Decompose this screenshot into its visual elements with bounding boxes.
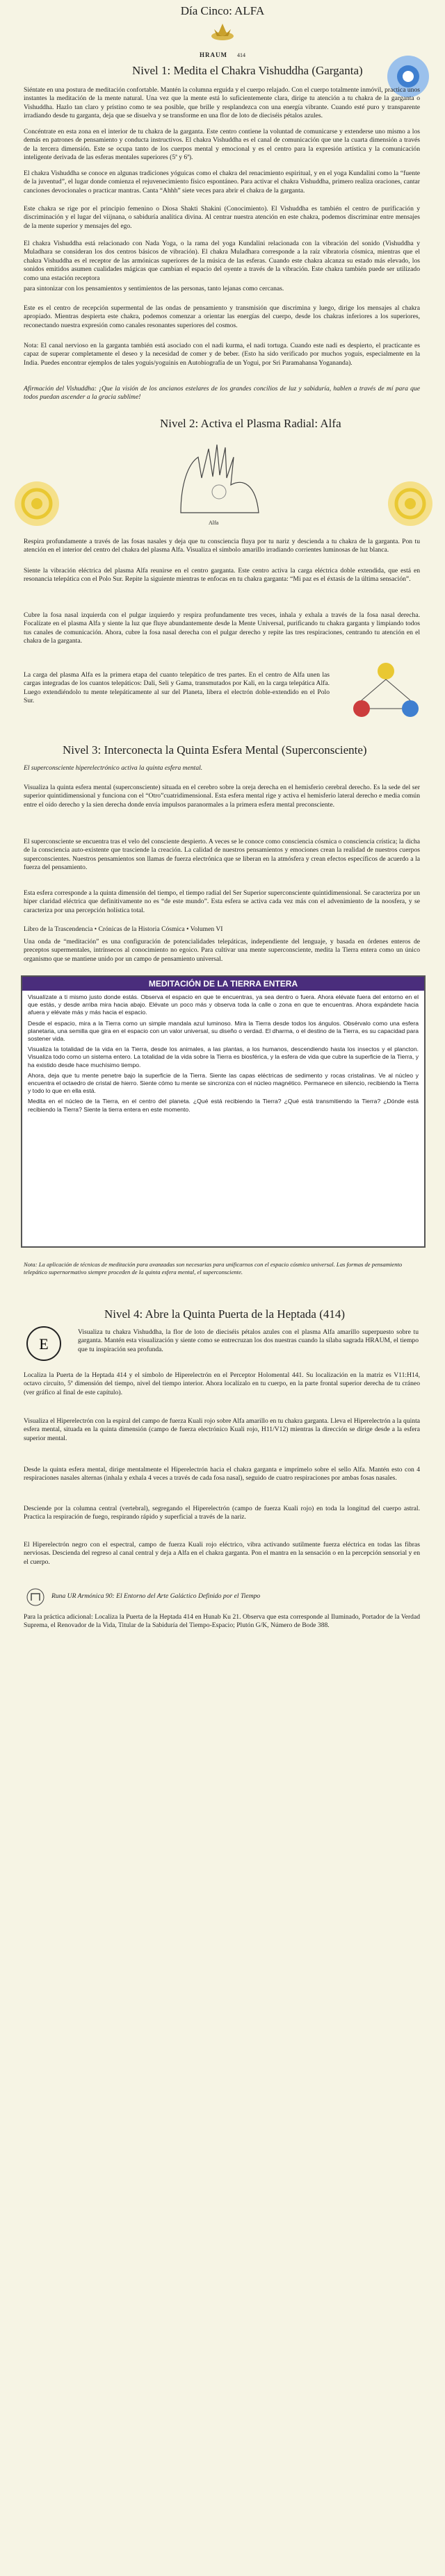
logo-number: 414 — [237, 52, 245, 58]
level3-paragraph-3: Esta esfera corresponde a la quinta dimensión del tiempo, el tiempo radial del Ser Superior superconsciente quintidimensional. Se caracteriza por un hiper claridad eléctrica que definitivamente no es “de este mundo”. Esta esfera se activa cada vez más con el advenimiento de la noosfera, y se caracteriza por una percepción holística total. — [24, 889, 420, 914]
telepathic-quantum-diagram — [348, 661, 424, 721]
level2-paragraph-2: Siente la vibración eléctrica del plasma Alfa reunirse en el centro garganta. Este centro activa la carga eléctrica doble extendida, que está en resonancia telepática con el Polo Sur. Repite la siguiente mientras te enfocas en tu chakra garganta: “Mi paz es el éxtasis de la última sensación”. — [24, 567, 420, 584]
box-paragraph-5: Medita en el núcleo de la Tierra, en el centro del planeta. ¿Qué está recibiendo la Tierra? ¿Qué está transmitiendo la Tierra? ¿Dónde está recibiendo la Tierra? Siente la tierra entera en este momento. — [28, 1098, 419, 1113]
earth-meditation-box — [21, 975, 426, 1248]
level2-heading: Nivel 2: Activa el Plasma Radial: Alfa — [160, 417, 341, 430]
level3-paragraph-2: El superconsciente se encuentra tras el velo del consciente despierto. A veces se le conoce como consciencia cósmica o consciencia crística; la dicha de la consciencia auto-existente que trasciende la creación. La calidad de nuestros pensamientos y emociones crean la realidad de nuestros cuerpos superconscientes. Nuestros pensamientos son llamas de fuerza electrónica que se liberan en la atmósfera y crean efectos específicos de acuerdo a la fuerza del pensamiento. — [24, 838, 420, 872]
level1-paragraph-8: Nota: El canal nervioso en la garganta también está asociado con el nadi kurma, el nadi tortuga. Cuando este nadi es despierto, el practicante es capaz de superar completamente el deseo y la necesidad de comer y de beber. (Esto ha sido verificado por muchos yoguis, especialmente en la India. Puedes encontrar ejemplos de tales yoguis/yoguinis en Autobiografía de un Yogui, por Sri Paramahansa Yogananda). — [24, 342, 420, 367]
level2-paragraph-3: Cubre la fosa nasal izquierda con el pulgar izquierdo y respira profundamente tres veces, inhala y exhala a través de la fosa nasal derecha. Focalízate en el plasma Alfa y siente la luz que fluye abundantemente desde la Mente Universal, purificando tu chakra garganta y limpiando todos tus canales de comunicación. Ahora, cubre la fosa nasal derecha con el pulgar derecho y repite las tres respiraciones, centrando tu atención en el chakra de la garganta. — [24, 611, 420, 645]
box-paragraph-1: Visualízate a ti mismo justo donde estás. Observa el espacio en que te encuentras, ya sea dentro o fuera. Ahora elévate fuera del entorno en el que estás, y desde arriba mira hacia abajo. Elévate un poco más y observa toda la calle o zona en que te encuentras. Ahora expándete hacia afuera y elévate más y más hacia el espacio. — [28, 993, 419, 1016]
earth-meditation-header: MEDITACIÓN DE LA TIERRA ENTERA — [22, 977, 424, 991]
level3-sources: Libro de la Trascendencia • Crónicas de la Historia Cósmica • Volumen VI — [24, 925, 223, 933]
level4-heading: Nivel 4: Abre la Quinta Puerta de la Heptada (414) — [104, 1307, 346, 1321]
hraum-lotus-icon — [209, 21, 236, 44]
level1-paragraph-1: Siéntate en una postura de meditación confortable. Mantén la columna erguida y el cuerpo relajado. Con el cuerpo totalmente inmóvil, practica unos instantes la meditación de la mente natural. Una vez que la mente está lo suficientemente clara, dirige tu atención a tu chakra de la garganta o Vishuddha. Hazlo tan claro y prístino como te sea posible, que brille y resplandezca con una energía vibrante. Cuando esté puro y transparente irradiando desde tu garganta, deja que se disuelva y se transforme en una flor de loto de dieciséis pétalos azules. — [24, 86, 420, 120]
alfa-plasma-icon-right — [386, 479, 435, 528]
level1-paragraph-2: Concéntrate en esta zona en el interior de tu chakra de la garganta. Este centro contiene la voluntad de comunicarse y extenderse uno mismo a los demás en patrones de pensamiento y conducta instructivos. El chakra Vishuddha es el canal de comunicación que une la cuarta dimensión a través de la tercera dimensión. Este se ocupa tanto de los cuerpos mental y emocional y es el centro para la expresión artística y la comunicación inteligente derivada de las esferas mentales superiores (5ª y 6ª). — [24, 128, 420, 162]
box-paragraph-2: Desde el espacio, mira a la Tierra como un simple mandala azul luminoso. Mira la Tierra desde todos los ángulos. Obsérvalo como una esfera planetaria, una semilla que gira en el espacio con un valor universal, su diseño o verdad. El dharma, o el destino de la Tierra, es su capacidad para sostener vida. — [28, 1019, 419, 1043]
rune-caption: Runa UR Armónica 90: El Entorno del Arte Galáctico Definido por el Tiempo — [51, 1592, 261, 1600]
level2-paragraph-1: Respira profundamente a través de las fosas nasales y deja que tu consciencia fluya por tu nariz y descienda a tu chakra de la garganta. Pon tu atención en el interior del centro del chakra del plasma Alfa. Visualiza el símbolo amarillo irradiando corrientes luminosas de luz blanca. — [24, 538, 420, 554]
hands-caption: Alfa — [209, 520, 219, 526]
rune-ur-icon — [25, 1587, 46, 1608]
level4-paragraph-4: Desde la quinta esfera mental, dirige mentalmente el Hiperelectrón hacia el chakra garganta e imprímelo sobre el sello Alfa. Mantén esto con 4 respiraciones nasales alternas (inhala y exhala 4 veces a través de cada fosa nasal), seguido de cuatro respiraciones por ambas fosas nasales. — [24, 1466, 420, 1483]
level4-paragraph-5: Desciende por la columna central (vertebral), segregando el Hiperelectrón (campo de fuerza Kuali rojo) en toda la longitud del cuerpo astral. Practica la respiración de fuego, respirando rápido y superficial a través de la nariz. — [24, 1505, 420, 1521]
page-title: Día Cinco: ALFA — [180, 4, 265, 17]
box-paragraph-4: Ahora, deja que tu mente penetre bajo la superficie de la Tierra. Siente las capas eléctricas de sedimento y rocas cristalinas. Ve al núcleo y encuentra el octaedro de cristal de hierro. Siente cómo tu mente se sincroniza con el núcleo magnético. Permanece en silencio, recibiendo la Tierra y todo lo que en ella está. — [28, 1071, 419, 1095]
alfa-plasma-icon — [13, 479, 61, 528]
level1-paragraph-4: Este chakra se rige por el principio femenino o Diosa Shakti Shakini (Conocimiento). El Vishuddha es también el centro de purificación y discriminación y el lugar del viijnana, o sabiduría analítica divina. Al centrar nuestra atención en este chakra, podemos discriminar entre mensajes de la mente superior y mensajes del ego. — [24, 205, 420, 230]
level1-paragraph-3: El chakra Vishuddha se conoce en algunas tradiciones yóguicas como el chakra del renacimiento espiritual, y en el yoga Kundalini como la “fuente de la juventud”, el lugar donde comienza el rejuvenecimiento físico espontáneo. Para activar el chakra Vishuddha, primero realiza oraciones, cantar canciones devocionales o practicar mantras. Canta “Ahhh” siete veces para abrir el chakra de la garganta. — [24, 170, 420, 195]
box-note: Nota: La aplicación de técnicas de meditación para avanzadas son necesarias para unificarnos con el espacio cósmico universal. Las formas de pensamiento telepático supernormativo siempre proceden de la quinta esfera mental, el superconsciente. — [24, 1260, 403, 1275]
level2-paragraph-4: La carga del plasma Alfa es la primera etapa del cuanto telepático de tres partes. En el centro de Alfa unen las cargas integradas de los cuantos telepáticos: Dali, Seli y Gama, transmutados por Kali, en la carga telepática Alfa. Luego extendiéndolo tu mente telepáticamente al sur del Planeta, libera el electrón doble-extendido en el Polo Sur. — [24, 671, 330, 705]
logo-text: HRAUM — [200, 51, 227, 58]
level4-paragraph-1: Visualiza tu chakra Vishuddha, la flor de loto de dieciséis pétalos azules con el plasma Alfa amarillo superpuesto sobre tu garganta. Mantén esta visualización y siente como se entrecruzan los dos nuestras cuando la sílaba sagrada HRAUM, el tiempo que tu inspiración sea profunda. — [78, 1328, 419, 1353]
box-paragraph-3: Visualiza la totalidad de la vida en la Tierra, desde los animales, a las plantas, a los humanos, descendiendo hasta los insectos y el plancton. Visualiza todo como un sistema entero. La totalidad de la vida sobre la Tierra es biosférica, y la esfera de vida que cubre la superficie de la Tierra, y ha existido desde hace muchísimo tiempo. — [28, 1046, 419, 1068]
level4-paragraph-7: Para la práctica adicional: Localiza la Puerta de la Heptada 414 en Hunab Ku 21. Observa que esta corresponde al Iluminado, Portador de la Verdad Suprema, el Renovador de la Vida, Titular de la Sabiduría del Tiempo-Espacio; Plutón G/K, Número de Bode 388. — [24, 1613, 420, 1630]
level3-intro: El superconsciente hiperelectrónico activa la quinta esfera mental. — [24, 764, 203, 772]
hraum-logo — [0, 21, 445, 60]
level1-paragraph-5: El chakra Vishuddha está relacionado con Nada Yoga, o la rama del yoga Kundalini relacionada con la vibración del sonido (Vishuddha y Muladhara se consideran los dos centros básicos de vibración). El chakra Muladhara corresponde a la raíz vibratoria cósmica, mientras que el chakra Vishuddha es el receptor de las armónicas superiores de la música de las esferas. Cuando este chakra alcanza su estado más elevado, los sonidos emitidos asumen cualidades mágicas que cambian el espacio del oyente a través de la vibración. Este chakra también puede ser utilizado como una estación receptora — [24, 240, 420, 282]
hyperelectron-icon — [25, 1323, 63, 1364]
level4-paragraph-3: Visualiza el Hiperelectrón con la espiral del campo de fuerza Kuali rojo sobre Alfa amarillo en tu chakra garganta. Lleva el Hiperelectrón a la quinta esfera mental, situada en la quinta dimensión (campo de fuerza electrónico Kuali rojo, H11/V12) mientras la dirección se dirige desde a la esfera superior mental. — [24, 1417, 420, 1442]
level1-heading: Nivel 1: Medita el Chakra Vishuddha (Garganta) — [132, 64, 363, 77]
level3-paragraph-1: Visualiza la quinta esfera mental (superconsciente) situada en el cerebro sobre la oreja derecha en el hemisferio cerebral derecho. Es la sede del ser superior quintidimensional y funciona con el “Otro”cuatridimensional. Esta esfera mental rige y activa el hemisferio lateral derecho e media común entre el oído derecho y la sien derecha donde envía impulsos paranormales a la primera esfera mental preconsciente. — [24, 784, 420, 809]
level3-heading: Nivel 3: Interconecta la Quinta Esfera Mental (Superconsciente) — [63, 743, 367, 757]
level3-paragraph-4: Una onda de “meditación” es una configuración de potencialidades telepáticas, independiente del lenguaje, y basada en órdenes enteros de preceptos supermentales, intrínsecos al conocimiento no egoico. Para cultivar una mente superconsciente, medita la Tierra entera como un único organismo que se mantiene unido por un campo de pensamiento universal. — [24, 938, 420, 963]
level4-paragraph-6: El Hiperelectrón negro con el espectral, campo de fuerza Kuali rojo eléctrico, vibra activando sutilmente fuerza eléctrica en todas las fibras nerviosas. Descienda del regreso al canal central y deja a Alfa en el chakra garganta. Pon el mantra en la sensación o en la percepción sensorial y en el cuerpo. — [24, 1541, 420, 1566]
svg-text:E: E — [39, 1335, 49, 1353]
level1-affirmation: Afirmación del Vishuddha: ¡Que la visión de los ancianos estelares de los grandes concilios de luz y sabiduría, hablen a través de mí para que todos puedan ascender a la gracia sublime! — [24, 385, 420, 402]
level1-paragraph-7: Este es el centro de recepción supermental de las ondas de pensamiento y transmisión que discrimina y luego, dirige los mensajes al chakra apropiado. Mientras despierta este chakra, podemos comenzar a orientar las energías del cuerpo, desde los chakras inferiores a los superiores, reconectando nuestra expresión como canales resonantes superiores del cosmos. — [24, 304, 420, 329]
hands-illustration — [167, 436, 271, 518]
level4-paragraph-2: Localiza la Puerta de la Heptada 414 y el símbolo de Hiperelectrón en el Perceptor Holomental 441. Su localización en la matriz es V11:H14, octavo circuito, 5ª dimensión del tiempo, nivel del tiempo interior. Ahora localízalo en tu cuerpo, en la parte frontal superior derecha de tu cráneo (ver gráfico al final de este capítulo). — [24, 1371, 420, 1396]
level1-paragraph-6: para sintonizar con los pensamientos y sentimientos de las personas, tanto lejanas como cercanas. — [24, 285, 284, 292]
